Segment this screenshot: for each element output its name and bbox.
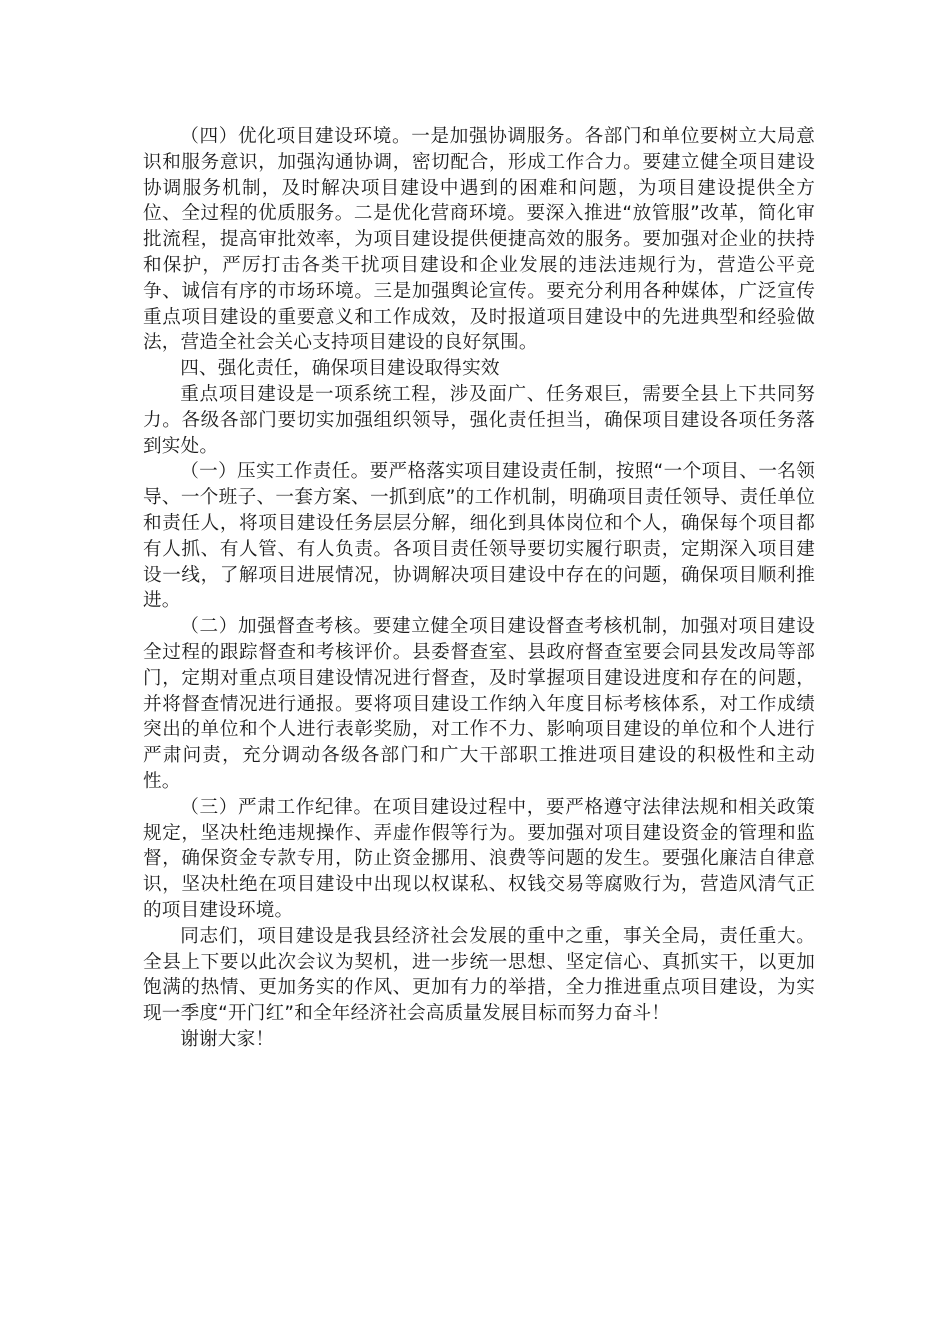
paragraph-section-intro: 重点项目建设是一项系统工程，涉及面广、任务艰巨，需要全县上下共同努力。各级各部门要切实加强组织领导，强化责任担当，确保项目建设各项任务落到实处。 [143, 383, 815, 457]
document-page [143, 124, 815, 1053]
paragraph-work-discipline: （三）严肃工作纪律。在项目建设过程中，要严格遵守法律法规和相关政策规定，坚决杜绝违规操作、弄虚作假等行为。要加强对项目建设资金的管理和监督，确保资金专款专用，防止资金挪用、浪费等问题的发生。要强化廉洁自律意识，坚决杜绝在项目建设中出现以权谋私、权钱交易等腐败行为，营造风清气正的项目建设环境。 [143, 796, 815, 921]
paragraph-supervision-assessment: （二）加强督查考核。要建立健全项目建设督查考核机制，加强对项目建设全过程的跟踪督查和考核评价。县委督查室、县政府督查室要会同县发改局等部门，定期对重点项目建设情况进行督查，及时掌握项目建设进度和存在的问题，并将督查情况进行通报。要将项目建设工作纳入年度目标考核体系，对工作成绩突出的单位和个人进行表彰奖励，对工作不力、影响项目建设的单位和个人进行严肃问责，充分调动各级各部门和广大干部职工推进项目建设的积极性和主动性。 [143, 616, 815, 792]
section-heading-strengthen-responsibility: 四、强化责任，确保项目建设取得实效 [180, 358, 500, 380]
paragraph-work-responsibility: （一）压实工作责任。要严格落实项目建设责任制，按照“一个项目、一名领导、一个班子、一套方案、一抓到底”的工作机制，明确项目责任领导、责任单位和责任人，将项目建设任务层层分解，细化到具体岗位和个人，确保每个项目都有人抓、有人管、有人负责。各项目责任领导要切实履行职责，定期深入项目建设一线，了解项目进展情况，协调解决项目建设中存在的问题，确保项目顺利推进。 [143, 461, 815, 612]
paragraph-thanks: 谢谢大家！ [180, 1028, 275, 1050]
paragraph-optimize-environment: （四）优化项目建设环境。一是加强协调服务。各部门和单位要树立大局意识和服务意识，加强沟通协调，密切配合，形成工作合力。要建立健全项目建设协调服务机制，及时解决项目建设中遇到的困难和问题，为项目建设提供全方位、全过程的优质服务。二是优化营商环境。要深入推进“放管服”改革，简化审批流程，提高审批效率，为项目建设提供便捷高效的服务。要加强对企业的扶持和保护，严厉打击各类干扰项目建设和企业发展的违法违规行为，营造公平竞争、诚信有序的市场环境。三是加强舆论宣传。要充分利用各种媒体，广泛宣传重点项目建设的重要意义和工作成效，及时报道项目建设中的先进典型和经验做法，营造全社会关心支持项目建设的良好氛围。 [143, 126, 815, 354]
paragraph-closing-remarks: 同志们，项目建设是我县经济社会发展的重中之重，事关全局，责任重大。全县上下要以此次会议为契机，进一步统一思想、坚定信心、真抓实干，以更加饱满的热情、更加务实的作风、更加有力的举措，全力推进重点项目建设，为实现一季度“开门红”和全年经济社会高质量发展目标而努力奋斗！ [143, 925, 815, 1025]
